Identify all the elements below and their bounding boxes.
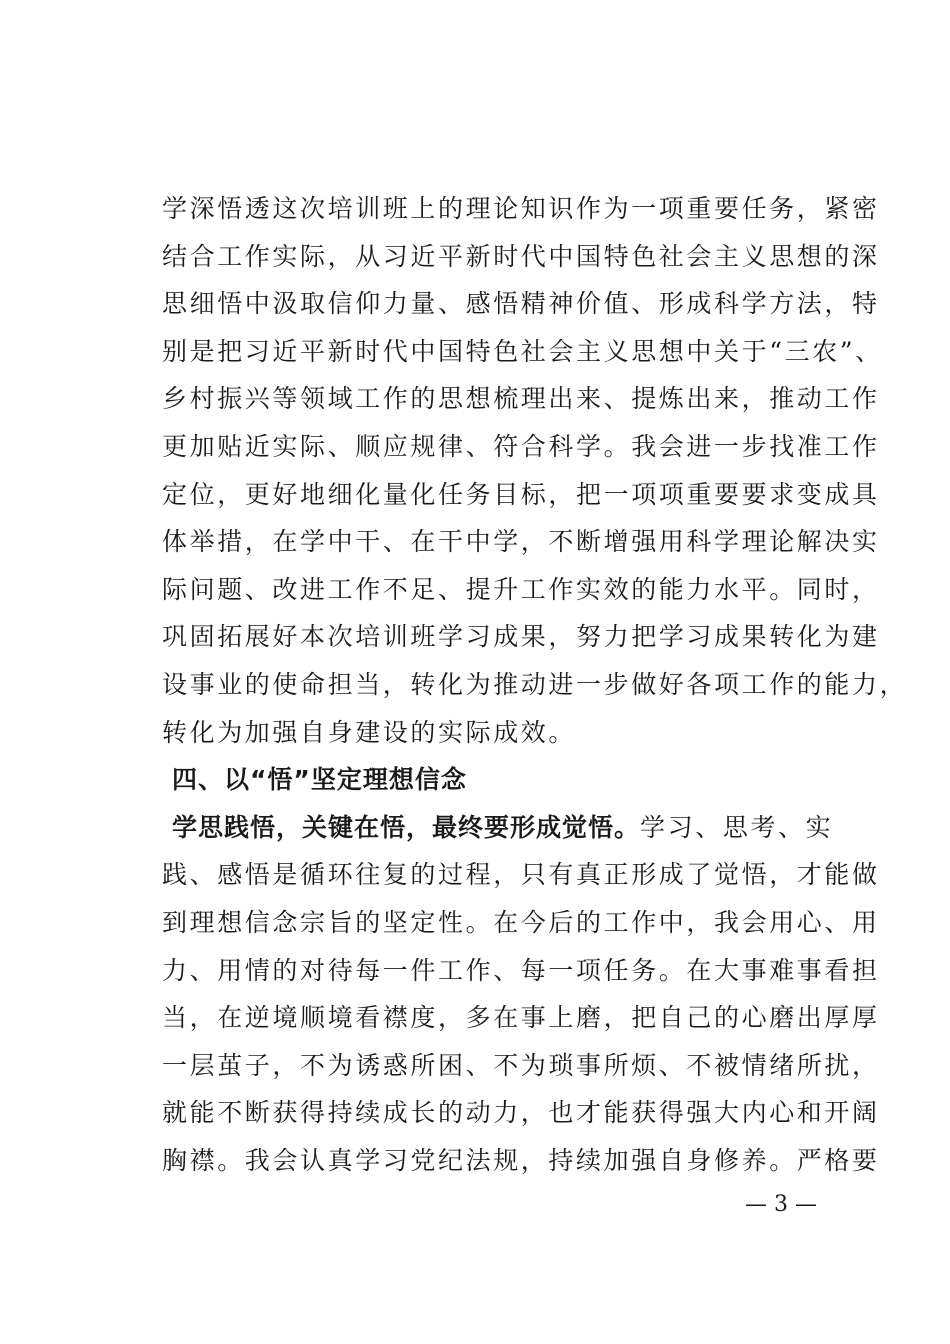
paragraph-2 bbox=[162, 804, 880, 1185]
text-line: 乡村振兴等领域工作的思想梳理出来、提炼出来，推动工作 bbox=[162, 384, 880, 414]
body-text bbox=[162, 185, 908, 1184]
text-line: 践、感悟是循环往复的过程，只有真正形成了觉悟，才能做 bbox=[162, 860, 880, 890]
text-line: 胸襟。我会认真学习党纪法规，持续加强自身修养。严格要 bbox=[162, 1145, 880, 1175]
text-line: 到理想信念宗旨的坚定性。在今后的工作中，我会用心、用 bbox=[162, 907, 880, 937]
paragraph-lead-line bbox=[162, 804, 862, 852]
paragraph-1 bbox=[162, 185, 908, 756]
text-line: 别是把习近平新时代中国特色社会主义思想中关于“三农”、 bbox=[162, 336, 883, 366]
lead-line-rest: 学习、思考、实 bbox=[640, 812, 834, 842]
text-line: 就能不断获得持续成长的动力，也才能获得强大内心和开阔 bbox=[162, 1098, 880, 1128]
text-line: 思细悟中汲取信仰力量、感悟精神价值、形成科学方法，特 bbox=[162, 289, 880, 319]
text-line: 定位，更好地细化量化任务目标，把一项项重要要求变成具 bbox=[162, 479, 880, 509]
text-line: 巩固拓展好本次培训班学习成果，努力把学习成果转化为建 bbox=[162, 622, 880, 652]
text-line: 设事业的使命担当，转化为推动进一步做好各项工作的能力， bbox=[162, 669, 908, 699]
text-line: 学深悟透这次培训班上的理论知识作为一项重要任务，紧密 bbox=[162, 194, 880, 223]
text-line: 一层茧子，不为诱惑所困、不为琐事所烦、不被情绪所扰， bbox=[162, 1050, 880, 1080]
text-line: 当，在逆境顺境看襟度，多在事上磨，把自己的心磨出厚厚 bbox=[162, 1003, 880, 1033]
section-heading: 四、以“悟”坚定理想信念 bbox=[172, 765, 467, 795]
text-line: 体举措，在学中干、在干中学，不断增强用科学理论解决实 bbox=[162, 527, 880, 557]
text-line: 际问题、改进工作不足、提升工作实效的能力水平。同时， bbox=[162, 574, 880, 604]
text-line: 结合工作实际，从习近平新时代中国特色社会主义思想的深 bbox=[162, 241, 880, 271]
bold-lead-sentence: 学思践悟，关键在悟，最终要形成觉悟。 bbox=[172, 812, 641, 842]
text-line: 转化为加强自身建设的实际成效。 bbox=[162, 717, 577, 747]
text-line: 力、用情的对待每一件工作、每一项任务。在大事难事看担 bbox=[162, 955, 880, 985]
text-line: 更加贴近实际、顺应规律、符合科学。我会进一步找准工作 bbox=[162, 431, 880, 461]
page-number: — 3 — bbox=[745, 1192, 817, 1217]
